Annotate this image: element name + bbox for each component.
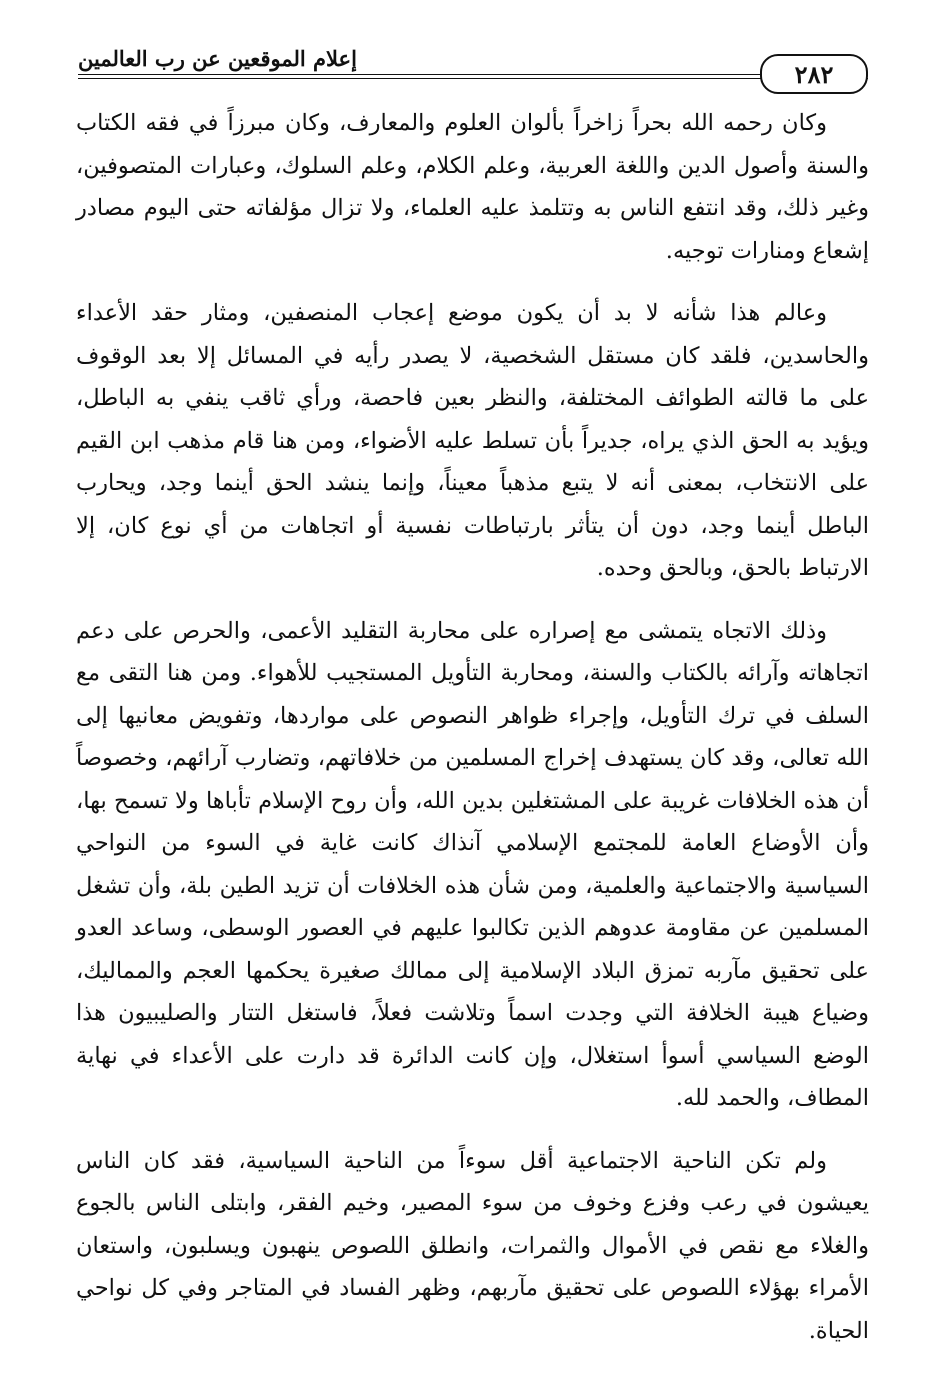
paragraph-1: وكان رحمه الله بحراً زاخراً بألوان العلوم والمعارف، وكان مبرزاً في فقه الكتاب والسنة وأصول الدين واللغة العربية، وعلم الكلام، وعلم السلوك، وعبارات المتصوفين، وغير ذلك، وقد انتفع الناس به وتتلمذ عليه العلماء، ولا تزال مؤلفاته حتى اليوم مصادر إشعاع ومنارات توجيه. xyxy=(76,110,869,264)
header-rule xyxy=(78,74,868,75)
header-rule-secondary xyxy=(78,78,868,79)
paragraph-3: وذلك الاتجاه يتمشى مع إصراره على محاربة التقليد الأعمى، والحرص على دعم اتجاهاته وآرائه بالكتاب والسنة، ومحاربة التأويل المستجيب للأهواء. ومن هنا التقى مع السلف في ترك التأويل، وإجراء ظواهر النصوص على مواردها، وتفويض معانيها إلى الله تعالى، وقد كان يستهدف إخراج المسلمين من خلافاتهم، وتضارب آرائهم، وخصوصاً أن هذه الخلافات غريبة على المشتغلين بدين الله، وأن روح الإسلام تأباها ولا تسمح بها، وأن الأوضاع العامة للمجتمع الإسلامي آنذاك كانت غاية في السوء من النواحي السياسية والاجتماعية والعلمية، ومن شأن هذه الخلافات أن تزيد الطين بلة، وأن تشغل المسلمين عن مقاومة عدوهم الذين تكالبوا عليهم في العصور الوسطى، وساعد العدو على تحقيق مآربه تمزق البلاد الإسلامية إلى ممالك صغيرة يحكمها العجم والمماليك، وضياع هيبة الخلافة التي وجدت اسماً وتلاشت فعلاً، فاستغل التتار والصليبيون هذا الوضع السياسي أسوأ استغلال، وإن كانت الدائرة قد دارت على الأعداء في نهاية المطاف، والحمد لله. xyxy=(76,617,869,1111)
paragraph-4: ولم تكن الناحية الاجتماعية أقل سوءاً من الناحية السياسية، فقد كان الناس يعيشون في رعب وفزع وخوف من سوء المصير، وخيم الفقر، وابتلى الناس بالجوع والغلاء مع نقص في الأموال والثمرات، وانطلق اللصوص ينهبون ويسلبون، واستعان الأمراء بهؤلاء اللصوص على تحقيق مآربهم، وظهر الفساد في المتاجر وفي كل نواحي الحياة. xyxy=(76,1147,869,1344)
book-title: إعلام الموقعين عن رب العالمين xyxy=(78,46,357,71)
page-number-badge: ٢٨٢ xyxy=(760,54,868,94)
body-text xyxy=(76,102,869,1372)
paragraph-2: وعالم هذا شأنه لا بد أن يكون موضع إعجاب المنصفين، ومثار حقد الأعداء والحاسدين، فلقد كان مستقل الشخصية، لا يصدر رأيه في المسائل إلا بعد الوقوف على ما قالته الطوائف المختلفة، والنظر بعين فاحصة، ورأي ثاقب ينفي به الباطل، ويؤيد به الحق الذي يراه، جديراً بأن تسلط عليه الأضواء، ومن هنا قام مذهب ابن القيم على الانتخاب، بمعنى أنه لا يتبع مذهباً معيناً، وإنما ينشد الحق أينما وجد، ويحارب الباطل أينما وجد، دون أن يتأثر بارتباطات نفسية أو اتجاهات من أي نوع كان، إلا الارتباط بالحق، وبالحق وحده. xyxy=(76,300,869,581)
running-header xyxy=(78,44,868,88)
